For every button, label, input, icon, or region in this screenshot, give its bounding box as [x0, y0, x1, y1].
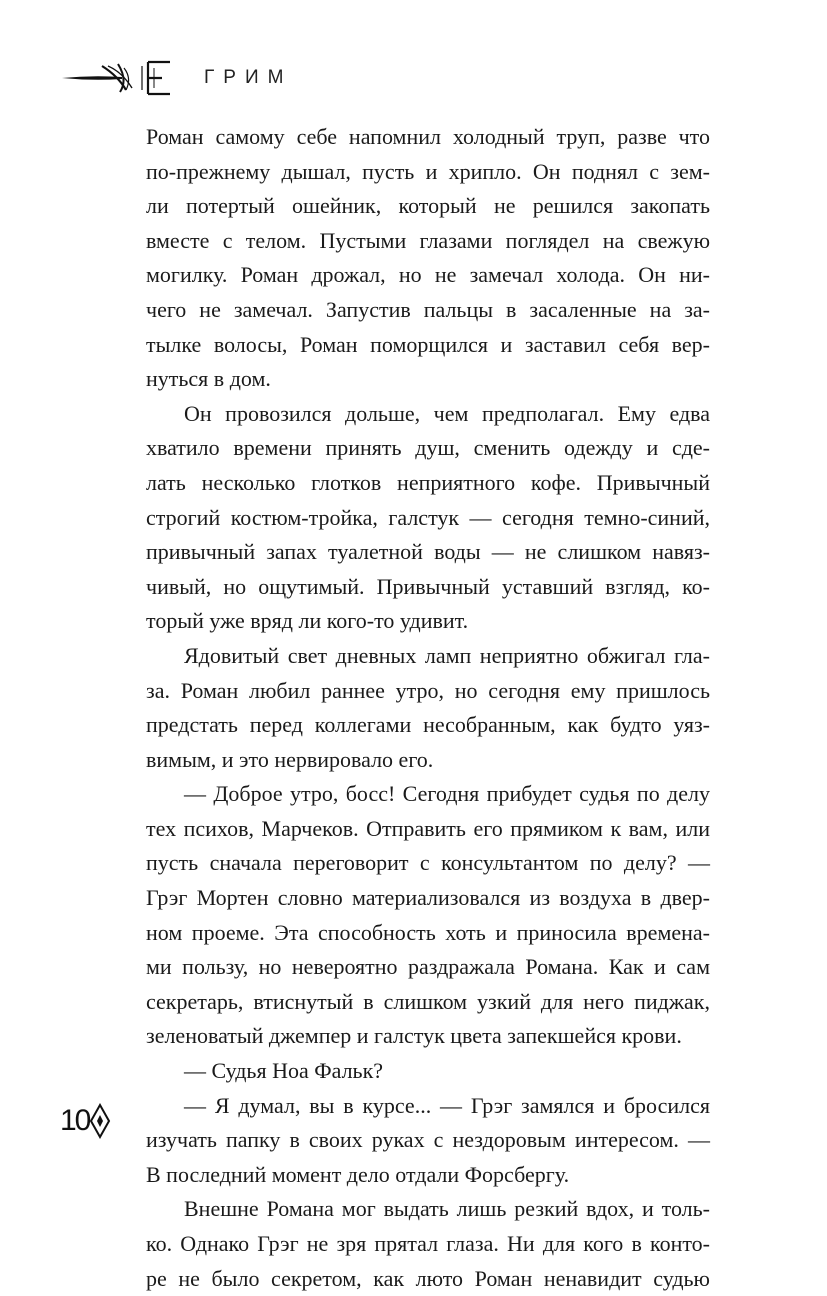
- text-line: Роман самому себе напомнил холодный труп, разве что: [146, 124, 710, 149]
- text-line: Он провозился дольше, чем предполагал. Ему едва: [184, 400, 710, 426]
- text-line: за. Роман любил раннее утро, но сегодня ему пришлось: [146, 677, 710, 703]
- text-line: ко. Однако Грэг не зря прятал глаза. Ни для кого в конто-: [146, 1231, 710, 1256]
- text-line: нуться в дом.: [146, 366, 271, 392]
- text-line: — Судья Ноа Фальк?: [184, 1058, 384, 1084]
- text-line: — Я думал, вы в курсе... — Грэг замялся и бросился: [184, 1092, 710, 1118]
- text-line: хватило времени принять душ, сменить одежду и сде-: [146, 435, 710, 461]
- body-text: [146, 120, 710, 1296]
- text-line: Внешне Романа мог выдать лишь резкий вдох, и толь-: [184, 1196, 710, 1222]
- text-line: лать несколько глотков неприятного кофе. Привычный: [146, 469, 710, 495]
- text-line: тех психов, Марчеков. Отправить его прямиком к вам, или: [146, 815, 710, 841]
- text-line: ном проеме. Эта способность хоть и приносила времена-: [146, 919, 710, 945]
- text-line: тылке волосы, Роман поморщился и заставил себя вер-: [146, 331, 710, 357]
- text-line: пусть сначала переговорит с консультантом по делу? —: [146, 850, 710, 876]
- page-folio: [60, 1103, 111, 1139]
- text-line: по-прежнему дышал, пусть и хрипло. Он поднял с зем-: [146, 158, 710, 184]
- book-title: ГРИМ: [204, 67, 293, 88]
- text-line: ми пользу, но невероятно раздражала Романа. Как и сам: [146, 954, 710, 980]
- text-line: чего не замечал. Запустив пальцы в засаленные на за-: [146, 296, 710, 322]
- text-line: Ядовитый свет дневных ламп неприятно обжигал гла-: [184, 642, 710, 668]
- running-head-ornament-icon: [62, 58, 182, 98]
- text-line: зеленоватый джемпер и галстук цвета запекшейся крови.: [146, 1023, 682, 1049]
- text-line: вимым, и это нервировало его.: [146, 746, 434, 772]
- running-head: [62, 58, 292, 98]
- text-line: предстать перед коллегами несобранным, как будто уяз-: [146, 712, 710, 738]
- text-line: могилку. Роман дрожал, но не замечал холода. Он ни-: [146, 262, 710, 288]
- text-line: ре не было секретом, как люто Роман ненавидит судью: [146, 1265, 710, 1291]
- text-line: привычный запах туалетной воды — не слишком навяз-: [146, 539, 710, 565]
- text-line: изучать папку в своих руках с нездоровым интересом. —: [146, 1127, 710, 1153]
- text-line: ли потертый ошейник, который не решился закопать: [146, 193, 710, 219]
- text-line: секретарь, втиснутый в слишком узкий для него пиджак,: [146, 988, 710, 1014]
- folio-diamond-icon: [89, 1103, 111, 1139]
- page-number: 10: [60, 1104, 90, 1137]
- text-line: строгий костюм-тройка, галстук — сегодня темно-синий,: [146, 504, 710, 530]
- text-line: В последний момент дело отдали Форсбергу.: [146, 1161, 570, 1187]
- text-line: чивый, но ощутимый. Привычный уставший взгляд, ко-: [146, 573, 710, 599]
- text-line: вместе с телом. Пустыми глазами поглядел на свежую: [146, 227, 710, 253]
- text-line: торый уже вряд ли кого-то удивит.: [146, 608, 469, 634]
- text-line: Грэг Мортен словно материализовался из воздуха в двер-: [146, 885, 710, 911]
- text-line: — Доброе утро, босс! Сегодня прибудет судья по делу: [184, 781, 710, 807]
